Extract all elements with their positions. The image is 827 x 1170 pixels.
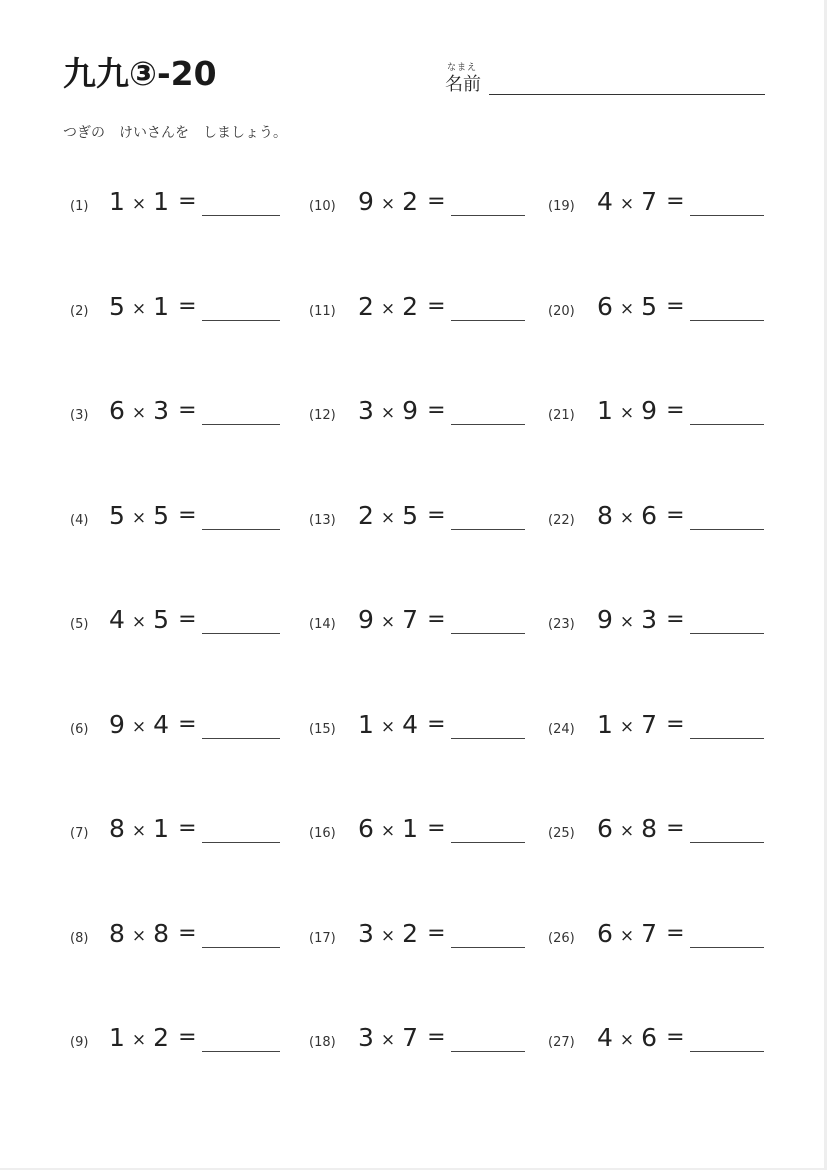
problem-expression (109, 187, 197, 216)
times-sign: × (619, 508, 635, 528)
answer-blank[interactable] (690, 738, 764, 739)
multiplicand: 4 (109, 605, 125, 634)
problem-item (548, 919, 764, 959)
equals-sign: = (666, 503, 685, 528)
problem-item (309, 710, 525, 750)
times-sign: × (380, 926, 396, 946)
multiplier: 4 (153, 710, 170, 739)
problem-number: (1) (70, 199, 89, 214)
multiplier: 9 (641, 396, 658, 425)
multiplicand: 4 (597, 1023, 613, 1052)
problem-item (70, 814, 280, 854)
problem-number: (15) (309, 722, 336, 737)
problem-number: (7) (70, 826, 89, 841)
answer-blank[interactable] (202, 947, 280, 948)
problem-number: (13) (309, 513, 336, 528)
multiplier: 1 (153, 814, 170, 843)
times-sign: × (131, 612, 147, 632)
multiplier: 5 (641, 292, 658, 321)
problem-expression (358, 919, 446, 948)
equals-sign: = (666, 816, 685, 841)
answer-blank[interactable] (451, 215, 525, 216)
multiplicand: 1 (597, 396, 613, 425)
times-sign: × (380, 299, 396, 319)
problem-expression (597, 1023, 685, 1052)
multiplicand: 5 (109, 501, 125, 530)
equals-sign: = (178, 189, 197, 214)
problem-number: (14) (309, 617, 336, 632)
multiplier: 2 (402, 292, 419, 321)
equals-sign: = (427, 503, 446, 528)
problem-number: (26) (548, 931, 575, 946)
multiplicand: 5 (109, 292, 125, 321)
problem-item (70, 292, 280, 332)
multiplicand: 1 (358, 710, 374, 739)
problem-expression (358, 501, 446, 530)
answer-blank[interactable] (202, 738, 280, 739)
multiplier: 7 (641, 710, 658, 739)
equals-sign: = (666, 712, 685, 737)
equals-sign: = (427, 1025, 446, 1050)
problem-number: (20) (548, 304, 575, 319)
problem-number: (2) (70, 304, 89, 319)
problem-expression (597, 187, 685, 216)
answer-blank[interactable] (202, 633, 280, 634)
times-sign: × (380, 194, 396, 214)
multiplicand: 3 (358, 919, 374, 948)
times-sign: × (619, 612, 635, 632)
problem-item (309, 1023, 525, 1063)
times-sign: × (619, 299, 635, 319)
times-sign: × (380, 612, 396, 632)
multiplicand: 1 (109, 187, 125, 216)
equals-sign: = (178, 921, 197, 946)
answer-blank[interactable] (202, 320, 280, 321)
equals-sign: = (178, 398, 197, 423)
times-sign: × (619, 403, 635, 423)
times-sign: × (619, 821, 635, 841)
multiplier: 7 (641, 919, 658, 948)
problem-item (70, 396, 280, 436)
equals-sign: = (178, 816, 197, 841)
times-sign: × (131, 194, 147, 214)
answer-blank[interactable] (202, 424, 280, 425)
problem-number: (12) (309, 408, 336, 423)
problem-number: (16) (309, 826, 336, 841)
problem-number: (22) (548, 513, 575, 528)
answer-blank[interactable] (451, 424, 525, 425)
problem-item (548, 814, 764, 854)
problem-number: (25) (548, 826, 575, 841)
problem-item (548, 1023, 764, 1063)
answer-blank[interactable] (451, 842, 525, 843)
multiplier: 1 (153, 292, 170, 321)
equals-sign: = (666, 189, 685, 214)
multiplier: 2 (402, 919, 419, 948)
multiplicand: 8 (109, 814, 125, 843)
multiplicand: 6 (358, 814, 374, 843)
times-sign: × (380, 821, 396, 841)
multiplier: 2 (402, 187, 419, 216)
equals-sign: = (178, 607, 197, 632)
equals-sign: = (427, 816, 446, 841)
multiplicand: 2 (358, 501, 374, 530)
equals-sign: = (427, 398, 446, 423)
multiplicand: 2 (358, 292, 374, 321)
multiplicand: 9 (358, 187, 374, 216)
answer-blank[interactable] (451, 633, 525, 634)
times-sign: × (380, 1030, 396, 1050)
problem-item (548, 187, 764, 227)
problem-expression (109, 292, 197, 321)
equals-sign: = (427, 607, 446, 632)
answer-blank[interactable] (690, 1051, 764, 1052)
problem-expression (358, 292, 446, 321)
problem-item (309, 501, 525, 541)
multiplicand: 6 (109, 396, 125, 425)
multiplier: 8 (153, 919, 170, 948)
equals-sign: = (178, 1025, 197, 1050)
problem-expression (109, 501, 197, 530)
problem-item (309, 187, 525, 227)
problem-item (70, 187, 280, 227)
problem-expression (597, 814, 685, 843)
problem-number: (19) (548, 199, 575, 214)
problem-number: (23) (548, 617, 575, 632)
equals-sign: = (427, 294, 446, 319)
problem-item (309, 605, 525, 645)
problem-expression (597, 605, 685, 634)
answer-blank[interactable] (690, 529, 764, 530)
problem-item (70, 605, 280, 645)
problem-number: (4) (70, 513, 89, 528)
times-sign: × (619, 926, 635, 946)
worksheet-title: 九九③-20 (63, 54, 217, 93)
problem-number: (18) (309, 1035, 336, 1050)
instruction-text: つぎの けいさんを しましょう。 (63, 125, 287, 141)
answer-blank[interactable] (202, 842, 280, 843)
problem-expression (597, 919, 685, 948)
problem-item (548, 292, 764, 332)
multiplier: 1 (402, 814, 419, 843)
answer-blank[interactable] (202, 215, 280, 216)
times-sign: × (619, 717, 635, 737)
problem-item (70, 919, 280, 959)
problem-number: (24) (548, 722, 575, 737)
times-sign: × (131, 299, 147, 319)
multiplier: 5 (402, 501, 419, 530)
problem-expression (109, 396, 197, 425)
multiplicand: 1 (597, 710, 613, 739)
problem-item (548, 605, 764, 645)
problem-number: (6) (70, 722, 89, 737)
multiplicand: 4 (597, 187, 613, 216)
answer-blank[interactable] (690, 633, 764, 634)
multiplier: 9 (402, 396, 419, 425)
problem-number: (21) (548, 408, 575, 423)
times-sign: × (131, 821, 147, 841)
multiplier: 5 (153, 501, 170, 530)
problem-expression (109, 1023, 197, 1052)
problem-expression (358, 396, 446, 425)
equals-sign: = (666, 1025, 685, 1050)
multiplicand: 6 (597, 919, 613, 948)
equals-sign: = (666, 921, 685, 946)
answer-blank[interactable] (451, 947, 525, 948)
problem-expression (109, 710, 197, 739)
multiplier: 7 (402, 1023, 419, 1052)
problem-expression (109, 919, 197, 948)
multiplicand: 9 (109, 710, 125, 739)
name-label: 名前 (445, 74, 481, 95)
problem-item (548, 501, 764, 541)
problem-expression (358, 710, 446, 739)
problem-item (70, 1023, 280, 1063)
equals-sign: = (178, 503, 197, 528)
multiplicand: 6 (597, 292, 613, 321)
multiplier: 4 (402, 710, 419, 739)
problem-expression (358, 605, 446, 634)
problem-expression (109, 814, 197, 843)
answer-blank[interactable] (690, 424, 764, 425)
problem-number: (5) (70, 617, 89, 632)
multiplier: 1 (153, 187, 170, 216)
problem-expression (109, 605, 197, 634)
equals-sign: = (427, 189, 446, 214)
problem-item (548, 710, 764, 750)
problem-expression (597, 396, 685, 425)
problem-item (70, 501, 280, 541)
multiplier: 7 (641, 187, 658, 216)
times-sign: × (131, 508, 147, 528)
problem-number: (9) (70, 1035, 89, 1050)
problem-number: (10) (309, 199, 336, 214)
answer-blank[interactable] (690, 947, 764, 948)
equals-sign: = (178, 294, 197, 319)
problem-expression (597, 710, 685, 739)
equals-sign: = (666, 398, 685, 423)
problem-item (309, 814, 525, 854)
multiplicand: 9 (597, 605, 613, 634)
problem-expression (358, 1023, 446, 1052)
answer-blank[interactable] (451, 320, 525, 321)
multiplier: 6 (641, 1023, 658, 1052)
equals-sign: = (178, 712, 197, 737)
equals-sign: = (666, 607, 685, 632)
answer-blank[interactable] (202, 529, 280, 530)
problem-item (309, 396, 525, 436)
answer-blank[interactable] (690, 842, 764, 843)
multiplier: 6 (641, 501, 658, 530)
problem-number: (11) (309, 304, 336, 319)
problem-item (70, 710, 280, 750)
times-sign: × (131, 717, 147, 737)
name-ruby: なまえ (447, 63, 478, 73)
multiplier: 5 (153, 605, 170, 634)
answer-blank[interactable] (690, 215, 764, 216)
multiplier: 2 (153, 1023, 170, 1052)
times-sign: × (380, 508, 396, 528)
multiplicand: 1 (109, 1023, 125, 1052)
equals-sign: = (427, 712, 446, 737)
multiplier: 8 (641, 814, 658, 843)
problem-number: (27) (548, 1035, 575, 1050)
times-sign: × (619, 1030, 635, 1050)
multiplicand: 8 (109, 919, 125, 948)
answer-blank[interactable] (202, 1051, 280, 1052)
answer-blank[interactable] (451, 738, 525, 739)
times-sign: × (131, 403, 147, 423)
times-sign: × (131, 926, 147, 946)
multiplier: 3 (153, 396, 170, 425)
times-sign: × (380, 717, 396, 737)
problem-item (309, 292, 525, 332)
times-sign: × (380, 403, 396, 423)
problem-expression (597, 292, 685, 321)
answer-blank[interactable] (451, 529, 525, 530)
equals-sign: = (666, 294, 685, 319)
equals-sign: = (427, 921, 446, 946)
multiplier: 3 (641, 605, 658, 634)
problem-number: (3) (70, 408, 89, 423)
multiplicand: 3 (358, 1023, 374, 1052)
times-sign: × (619, 194, 635, 214)
problem-item (548, 396, 764, 436)
problem-expression (597, 501, 685, 530)
multiplicand: 8 (597, 501, 613, 530)
multiplicand: 6 (597, 814, 613, 843)
multiplier: 7 (402, 605, 419, 634)
problem-number: (17) (309, 931, 336, 946)
problem-expression (358, 814, 446, 843)
multiplicand: 3 (358, 396, 374, 425)
problem-expression (358, 187, 446, 216)
multiplicand: 9 (358, 605, 374, 634)
times-sign: × (131, 1030, 147, 1050)
problem-number: (8) (70, 931, 89, 946)
answer-blank[interactable] (451, 1051, 525, 1052)
answer-blank[interactable] (690, 320, 764, 321)
problem-item (309, 919, 525, 959)
